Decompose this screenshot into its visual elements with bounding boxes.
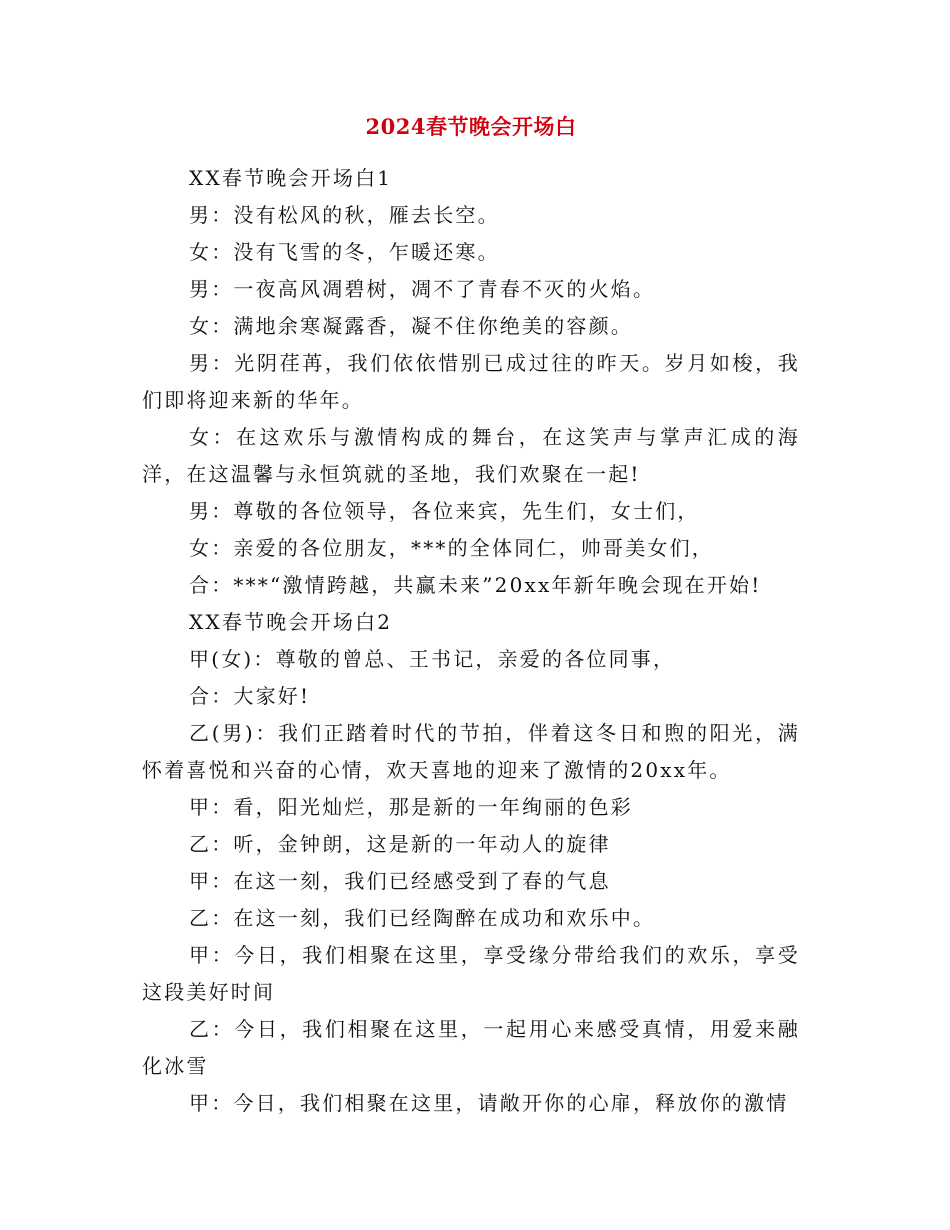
paragraph: 甲：在这一刻，我们已经感受到了春的气息	[189, 869, 611, 893]
paragraph: 甲：今日，我们相聚在这里，享受缘分带给我们的欢乐，享受这段美好时间	[142, 943, 800, 1004]
paragraph: 合：***“激情跨越，共赢未来”20xx年新年晚会现在开始!	[189, 573, 762, 597]
paragraph: 甲(女)：尊敬的曾总、王书记，亲爱的各位同事，	[189, 647, 676, 671]
document-body	[142, 160, 800, 1122]
paragraph: 女：没有飞雪的冬，乍暖还寒。	[189, 240, 500, 264]
paragraph: 乙：听，金钟朗，这是新的一年动人的旋律	[189, 832, 611, 856]
paragraph: 合：大家好!	[189, 684, 311, 708]
paragraph: 女：满地余寒凝露香，凝不住你绝美的容颜。	[189, 314, 633, 338]
paragraph: 乙：今日，我们相聚在这里，一起用心来感受真情，用爱来融化冰雪	[142, 1017, 800, 1078]
paragraph: 乙(男)：我们正踏着时代的节拍，伴着这冬日和煦的阳光，满怀着喜悦和兴奋的心情，欢天喜地的迎来了激情的20xx年。	[142, 721, 800, 782]
paragraph: 男：没有松风的秋，雁去长空。	[189, 203, 500, 227]
paragraph: 乙：在这一刻，我们已经陶醉在成功和欢乐中。	[189, 906, 656, 930]
paragraph: 男：一夜高风凋碧树，凋不了青春不灭的火焰。	[189, 277, 656, 301]
paragraph: 男：光阴荏苒，我们依依惜别已成过往的昨天。岁月如梭，我们即将迎来新的华年。	[142, 351, 800, 412]
paragraph: XX春节晚会开场白1	[189, 166, 393, 190]
paragraph: 女：在这欢乐与激情构成的舞台，在这笑声与掌声汇成的海洋，在这温馨与永恒筑就的圣地，我们欢聚在一起!	[142, 425, 800, 486]
paragraph: 甲：今日，我们相聚在这里，请敞开你的心扉，释放你的激情	[189, 1091, 789, 1115]
paragraph: 甲：看，阳光灿烂，那是新的一年绚丽的色彩	[189, 795, 633, 819]
document-title: 2024春节晚会开场白	[365, 114, 577, 139]
paragraph: 女：亲爱的各位朋友，***的全体同仁，帅哥美女们，	[189, 536, 714, 560]
paragraph: XX春节晚会开场白2	[189, 610, 393, 634]
paragraph: 男：尊敬的各位领导，各位来宾，先生们，女士们，	[189, 499, 700, 523]
